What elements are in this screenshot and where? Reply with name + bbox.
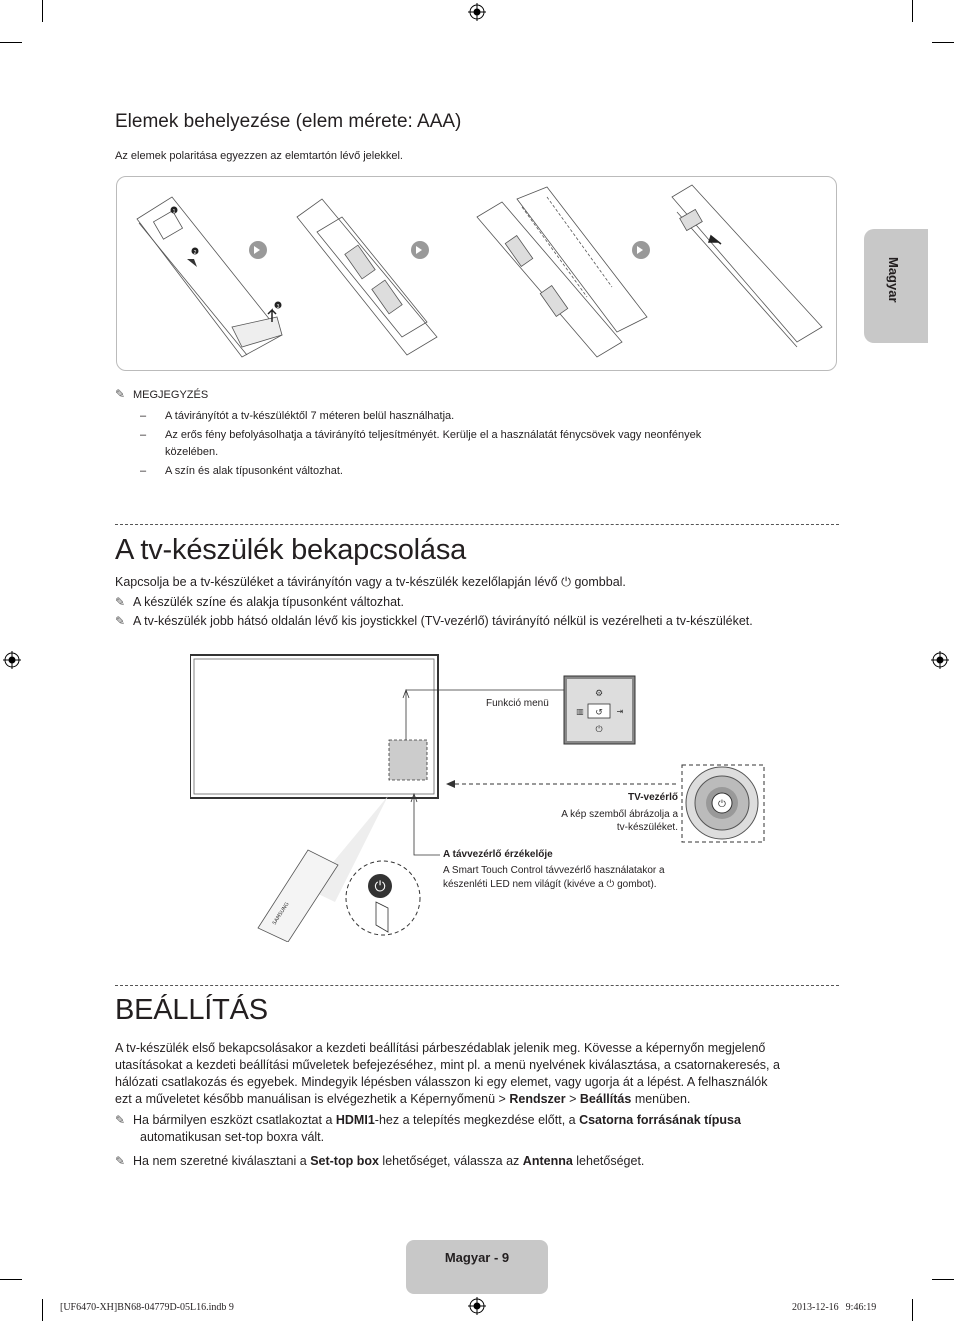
setup-note-text: -hez a telepítés megkezdése előtt, a [374,1113,576,1127]
step-number-label: 3 [276,304,280,310]
controller-desc-2: tv-készüléket. [616,822,678,833]
power-note-text: A tv-készülék jobb hátsó oldalán lévő kis joystickkel (TV-vezérlő) távirányító nélkül is vezérelheti a tv-készüléket. [133,614,753,628]
controller-title-text: TV-vezérlő [627,792,678,803]
power-note-text: A készülék színe és alakja típusonként változhat. [133,595,404,609]
setup-para-line [115,1091,690,1108]
svg-text:⏻: ⏻ [595,725,603,735]
crop-mark [932,42,954,43]
note-item: – [140,429,147,441]
note-item: – [140,410,147,422]
crop-mark [912,0,913,22]
note-item-text: A távirányítót a tv-készüléktől 7 méteren belül használhatja. [165,410,455,422]
menu-path-setup: Beállítás [579,1092,632,1106]
sensor-desc-2 [443,878,657,891]
setup-note-text: lehetőséget. [576,1154,645,1168]
power-intro-text: Kapcsolja be a tv-készüléket a távirányítón vagy a tv-készülék kezelőlapján lévő [115,575,558,589]
pencil-icon: ✎ [115,1154,126,1168]
pencil-icon: ✎ [115,1113,126,1127]
language-tab-label: Magyar [886,257,901,303]
registration-mark-icon [468,3,486,21]
setup-note-text: Ha bármilyen eszközt csatlakoztat a [133,1113,333,1127]
setup-para-end: menüben. [634,1092,691,1106]
svg-text:⚙: ⚙ [594,689,604,699]
footer-date: 2013-12-16 9:46:19 [792,1302,877,1313]
menu-path-system: Rendszer [509,1092,566,1106]
svg-text:⇥: ⇥ [616,707,624,716]
sensor-title [443,848,553,861]
language-tab [864,229,928,343]
setup-note-cont: automatikusan set-top boxra vált. [140,1130,325,1144]
power-note [115,594,404,611]
crop-mark [912,1299,913,1321]
note-item-text: A szín és alak típusonként változhat. [165,465,343,477]
svg-text:↺: ↺ [595,708,603,718]
svg-text:⏻: ⏻ [374,879,386,895]
battery-section-title: Elemek behelyezése (elem mérete: AAA) [115,111,462,132]
sensor-desc-3-text: gombot). [617,879,657,890]
svg-text:⏻: ⏻ [718,799,726,810]
setup-note [115,1112,741,1129]
hdmi-label: HDMI1 [335,1113,375,1127]
registration-mark-icon [931,651,949,669]
setup-para-line: A tv-készülék első bekapcsolásakor a kezdeti beállítási párbeszédablak jelenik meg. Kövesse a képernyőn megjelenő [115,1041,766,1055]
setup-para-line: hálózati csatlakozás és egyebek. Mindegyik lépésben válasszon ki egy elemet, vagy ugorja át a lépést. A felhasználók [115,1075,768,1089]
section-divider [115,524,839,525]
note-label: MEGJEGYZÉS [133,389,209,401]
setup-note [115,1153,644,1170]
footer-file: [UF6470-XH]BN68-04779D-05L16.indb 9 [60,1302,234,1313]
step-number-label: 2 [193,250,197,256]
tv-controller-diagram [190,650,770,942]
page-number: Magyar - 9 [444,1250,510,1265]
crop-mark [0,1279,22,1280]
battery-intro: Az elemek polaritása egyezzen az elemtartón lévő jelekkel. [115,150,403,162]
pencil-icon: ✎ [115,387,126,401]
antenna-label: Antenna [522,1154,573,1168]
svg-text:▥: ▥ [576,707,584,716]
controller-title [540,791,678,804]
pencil-icon: ✎ [115,595,126,609]
setup-note-text: lehetőséget, válassza az [382,1154,520,1168]
remote-brand-text: SAMSUNG [271,901,291,927]
power-icon: ⏻ [606,879,615,890]
note-item-text: Az erős fény befolyásolhatja a távirányító teljesítményét. Kerülje el a használatát fénycsövek vagy neonfények [165,429,702,441]
crop-mark [932,1279,954,1280]
controller-desc-1: A kép szemből ábrázolja a [561,809,678,820]
section-divider [115,985,839,986]
battery-steps-illustration [117,177,836,370]
note-item: – [140,465,147,477]
setup-para-text: ezt a műveletet később manuálisan is elvégezhetik a Képernyőmenü > [115,1092,506,1106]
setup-section-title: BEÁLLÍTÁS [115,994,268,1026]
power-note [115,613,753,630]
power-section-title: A tv-készülék bekapcsolása [115,534,467,566]
pencil-icon: ✎ [115,614,126,628]
power-icon: ⏻ [561,575,571,589]
menu-path-separator: > [569,1092,577,1106]
power-intro [115,574,626,591]
note-heading [115,386,208,404]
note-item-text: közelében. [165,446,219,458]
crop-mark [42,0,43,22]
sensor-title-text: A távvezérlő érzékelője [443,849,553,860]
power-intro-end: gombbal. [574,575,626,589]
setup-para-line: utasításokat a kezdeti beállítási műveletek befejezéséhez, mint pl. a menü nyelvének kiválasztása, a csatornakeresés, a [115,1058,780,1072]
registration-mark-icon [3,651,21,669]
crop-mark [42,1299,43,1321]
sensor-desc-1: A Smart Touch Control távvezérlő használatakor a [443,865,665,876]
crop-mark [0,42,22,43]
step-number-label: 1 [172,209,176,215]
set-top-box-label: Set-top box [310,1154,379,1168]
page-number-box [406,1240,548,1294]
function-menu-label: Funkció menü [486,698,549,709]
registration-mark-icon [468,1297,486,1315]
channel-source-label: Csatorna forrásának típusa [579,1113,741,1127]
setup-note-text: Ha nem szeretné kiválasztani a [133,1154,307,1168]
sensor-desc-2-text: készenléti LED nem világít (kivéve a [443,879,604,890]
